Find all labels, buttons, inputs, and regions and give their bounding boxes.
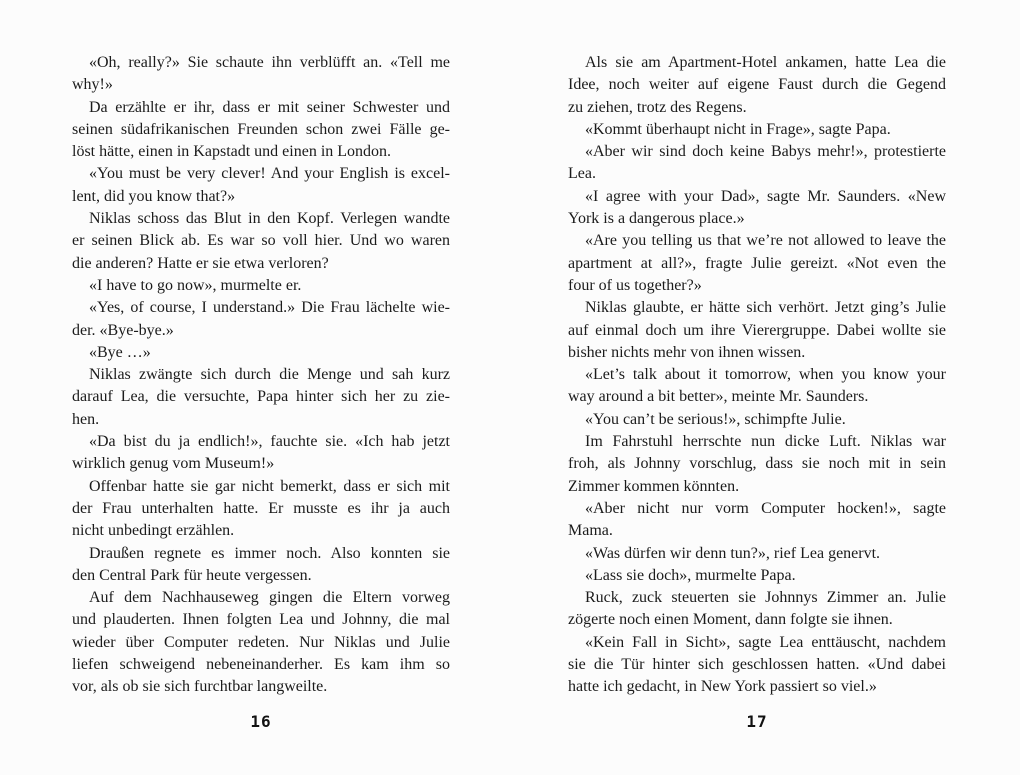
text-line: hatte ich gedacht, in New York passiert so viel.» bbox=[568, 678, 877, 696]
text-line: Im Fahrstuhl herrschte nun dicke Luft. Niklas war bbox=[585, 433, 946, 451]
text-line: «I agree with your Dad», sagte Mr. Saunders. «New bbox=[585, 187, 946, 205]
text-line: Niklas schoss das Blut in den Kopf. Verlegen wandte bbox=[89, 210, 450, 228]
text-line: löst hätte, einen in Kapstadt und einen in London. bbox=[72, 143, 392, 161]
text-line: «Lass sie doch», murmelte Papa. bbox=[585, 566, 796, 584]
text-line: der Frau unterhalten hatte. Er musste es ihr ja auch bbox=[72, 499, 450, 517]
text-line: seinen südafrikanischen Freunden schon zwei Fälle ge- bbox=[72, 120, 450, 138]
text-line: und plauderten. Ihnen folgten Lea und Johnny, die mal bbox=[72, 611, 450, 629]
text-line: zu ziehen, trotz des Regens. bbox=[568, 98, 747, 116]
text-line: «Aber wir sind doch keine Babys mehr!», protestierte bbox=[585, 143, 946, 161]
text-line: Niklas zwängte sich durch die Menge und sah kurz bbox=[89, 366, 450, 384]
text-line: Auf dem Nachhauseweg gingen die Eltern vorweg bbox=[89, 589, 450, 607]
text-line: York is a dangerous place.» bbox=[568, 210, 745, 228]
text-line: «Yes, of course, I understand.» Die Frau lächelte wie- bbox=[89, 299, 450, 317]
text-line: nicht unbedingt erzählen. bbox=[72, 522, 235, 540]
text-line: froh, als Johnny vorschlug, dass sie noch mit in sein bbox=[568, 455, 946, 473]
text-line: «I have to go now», murmelte er. bbox=[89, 276, 302, 294]
page-number-right: 17 bbox=[746, 712, 768, 731]
text-line: way around a bit better», meinte Mr. Saunders. bbox=[568, 388, 869, 406]
text-line: «Let’s talk about it tomorrow, when you know your bbox=[585, 366, 946, 384]
text-line: Offenbar hatte sie gar nicht bemerkt, dass er sich mit bbox=[89, 477, 450, 495]
text-line: wirklich genug vom Museum!» bbox=[72, 455, 275, 473]
text-line: «You must be very clever! And your English is excel- bbox=[89, 165, 450, 183]
text-line: Lea. bbox=[568, 165, 596, 183]
text-line: «Kein Fall in Sicht», sagte Lea enttäuscht, nachdem bbox=[585, 633, 946, 651]
text-line: wieder über Computer redeten. Nur Niklas und Julie bbox=[72, 633, 450, 651]
text-line: lent, did you know that?» bbox=[72, 187, 236, 205]
text-line: Als sie am Apartment-Hotel ankamen, hatte Lea die bbox=[585, 54, 946, 71]
text-line: Ruck, zuck steuerten sie Johnnys Zimmer an. Julie bbox=[585, 589, 946, 607]
text-line: zögerte noch einen Moment, dann folgte sie ihnen. bbox=[568, 611, 893, 629]
text-line: Niklas glaubte, er hätte sich verhört. Jetzt ging’s Julie bbox=[585, 299, 946, 317]
text-line: «Oh, really?» Sie schaute ihn verblüfft an. «Tell me bbox=[89, 54, 450, 71]
text-line: «You can’t be serious!», schimpfte Julie. bbox=[585, 410, 846, 428]
text-line: «Are you telling us that we’re not allowed to leave the bbox=[585, 232, 946, 250]
text-line: darauf Lea, die versuchte, Papa hinter sich her zu zie- bbox=[72, 388, 450, 406]
text-line: four of us together?» bbox=[568, 276, 702, 294]
text-line: bisher nichts mehr von ihnen wissen. bbox=[568, 343, 806, 361]
left-page-text-column bbox=[72, 52, 450, 699]
text-line: «Kommt überhaupt nicht in Frage», sagte Papa. bbox=[585, 120, 891, 138]
text-line: die anderen? Hatte er sie etwa verloren? bbox=[72, 254, 329, 272]
text-line: apartment at all?», fragte Julie gereizt. «Not even the bbox=[568, 254, 946, 272]
text-line: er seinen Blick ab. Es war so voll hier. Und wo waren bbox=[72, 232, 450, 250]
text-line: «Da bist du ja endlich!», fauchte sie. «Ich hab jetzt bbox=[89, 433, 450, 451]
text-line: Draußen regnete es immer noch. Also konnten sie bbox=[89, 544, 450, 562]
text-line: liefen schweigend nebeneinanderher. Es kam ihm so bbox=[72, 656, 450, 674]
text-line: Zimmer kommen könnten. bbox=[568, 477, 740, 495]
text-line: auf einmal doch um ihre Vierergruppe. Dabei wollte sie bbox=[568, 321, 946, 339]
text-line: Mama. bbox=[568, 522, 613, 540]
text-line: Da erzählte er ihr, dass er mit seiner Schwester und bbox=[89, 98, 450, 116]
text-line: vor, als ob sie sich furchtbar langweilte. bbox=[72, 678, 328, 696]
text-line: den Central Park für heute vergessen. bbox=[72, 566, 312, 584]
text-line: der. «Bye-bye.» bbox=[72, 321, 174, 339]
page-number-left: 16 bbox=[250, 712, 272, 731]
right-page-text-column bbox=[568, 52, 946, 699]
text-line: sie die Tür hinter sich geschlossen hatten. «Und dabei bbox=[568, 656, 946, 674]
text-line: «Bye …» bbox=[89, 343, 151, 361]
text-line: why!» bbox=[72, 76, 113, 94]
text-line: «Was dürfen wir denn tun?», rief Lea genervt. bbox=[585, 544, 881, 562]
text-line: «Aber nicht nur vorm Computer hocken!», sagte bbox=[585, 499, 946, 517]
text-line: hen. bbox=[72, 410, 100, 428]
text-line: Idee, noch weiter auf eigene Faust durch die Gegend bbox=[568, 76, 946, 94]
